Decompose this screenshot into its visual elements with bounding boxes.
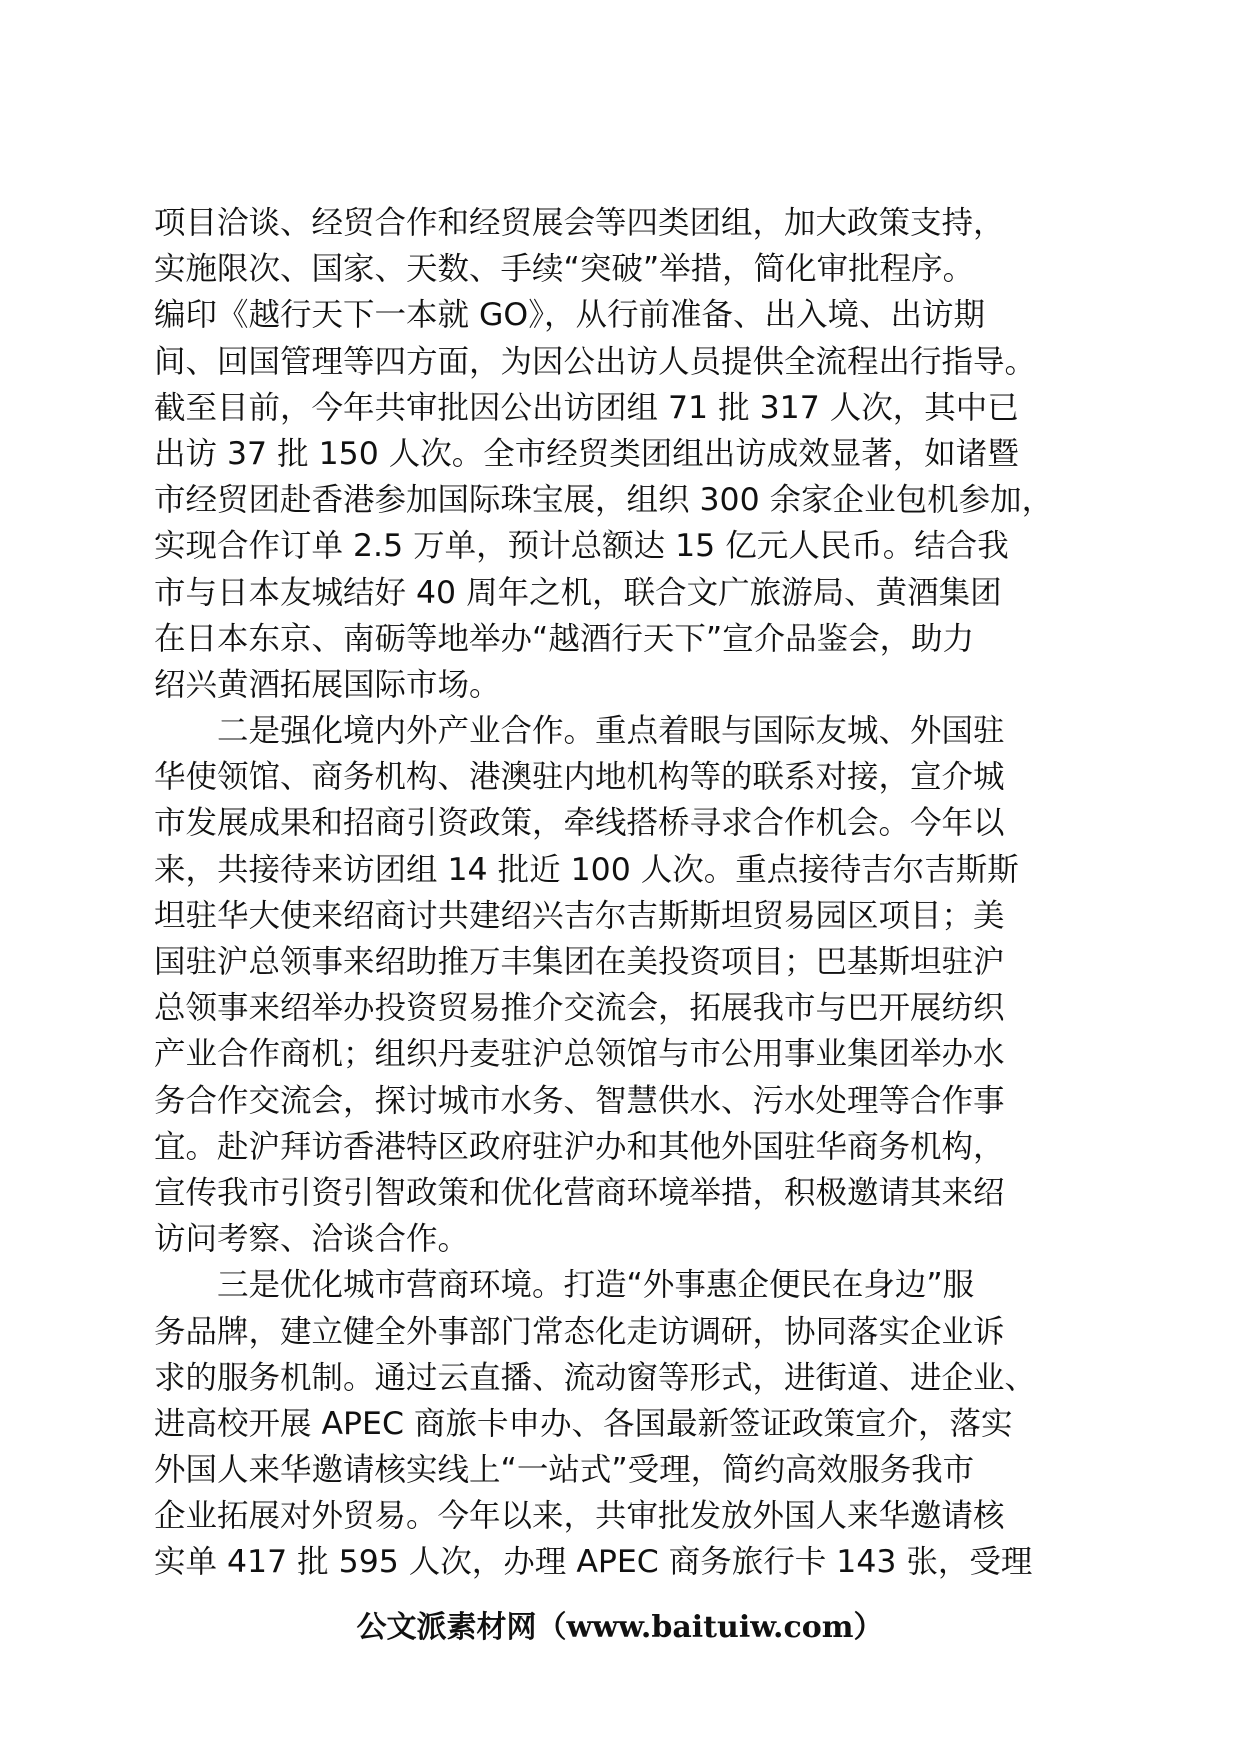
text-line: 企业拓展对外贸易。今年以来，共审批发放外国人来华邀请核 [154,1498,1005,1535]
text-line: 编印《越行天下一本就 GO》，从行前准备、出入境、出访期 [154,297,985,334]
text-line: 宜。赴沪拜访香港特区政府驻沪办和其他外国驻华商务机构， [154,1128,1005,1165]
text-line: 项目洽谈、经贸合作和经贸展会等四类团组，加大政策支持， [154,205,1005,241]
text-line: 宣传我市引资引智政策和优化营商环境举措，积极邀请其来绍 [154,1174,1005,1211]
body-text [154,200,1094,1586]
text-line: 截至目前，今年共审批因公出访团组 71 批 317 人次，其中已 [154,389,1019,426]
text-line: 进高校开展 APEC 商旅卡申办、各国最新签证政策宣介，落实 [154,1405,1013,1442]
text-line: 国驻沪总领事来绍助推万丰集团在美投资项目；巴基斯坦驻沪 [154,944,1005,980]
text-line: 求的服务机制。通过云直播、流动窗等形式，进街道、进企业、 [154,1359,1037,1396]
text-line: 华使领馆、商务机构、港澳驻内地机构等的联系对接，宣介城 [154,759,1005,796]
text-line: 间、回国管理等四方面，为因公出访人员提供全流程出行指导。 [154,343,1037,380]
text-line: 坦驻华大使来绍商讨共建绍兴吉尔吉斯斯坦贸易园区项目；美 [154,897,1005,934]
paragraph-start-line: 二是强化境内外产业合作。重点着眼与国际友城、外国驻 [154,713,1005,750]
text-line: 市与日本友城结好 40 周年之机，联合文广旅游局、黄酒集团 [154,574,1002,611]
text-line: 务合作交流会，探讨城市水务、智慧供水、污水处理等合作事 [154,1082,1005,1119]
paragraph-start-line: 三是优化城市营商环境。打造“外事惠企便民在身边”服 [154,1267,975,1304]
text-line: 实施限次、国家、天数、手续“突破”举措，简化审批程序。 [154,251,975,288]
text-line: 务品牌，建立健全外事部门常态化走访调研，协同落实企业诉 [154,1313,1005,1350]
text-line: 外国人来华邀请核实线上“一站式”受理，简约高效服务我市 [154,1452,975,1489]
text-line: 实单 417 批 595 人次，办理 APEC 商务旅行卡 143 张，受理 [154,1544,1033,1581]
text-line: 来，共接待来访团组 14 批近 100 人次。重点接待吉尔吉斯斯 [154,851,1019,888]
text-line: 在日本东京、南砺等地举办“越酒行天下”宣介品鉴会，助力 [154,620,975,657]
text-line: 出访 37 批 150 人次。全市经贸类团组出访成效显著，如诸暨 [154,435,1019,472]
text-line: 市经贸团赴香港参加国际珠宝展，组织 300 余家企业包机参加， [154,482,1054,519]
text-line: 总领事来绍举办投资贸易推介交流会，拓展我市与巴开展纺织 [154,990,1005,1027]
footer-watermark: 公文派素材网（www.baituiw.com） [356,1610,884,1645]
text-line: 实现合作订单 2.5 万单，预计总额达 15 亿元人民币。结合我 [154,528,1009,565]
text-line: 产业合作商机；组织丹麦驻沪总领馆与市公用事业集团举办水 [154,1036,1005,1073]
text-line: 访问考察、洽谈合作。 [154,1221,470,1258]
text-line: 市发展成果和招商引资政策，牵线搭桥寻求合作机会。今年以 [154,805,1005,842]
text-line: 绍兴黄酒拓展国际市场。 [154,666,501,703]
